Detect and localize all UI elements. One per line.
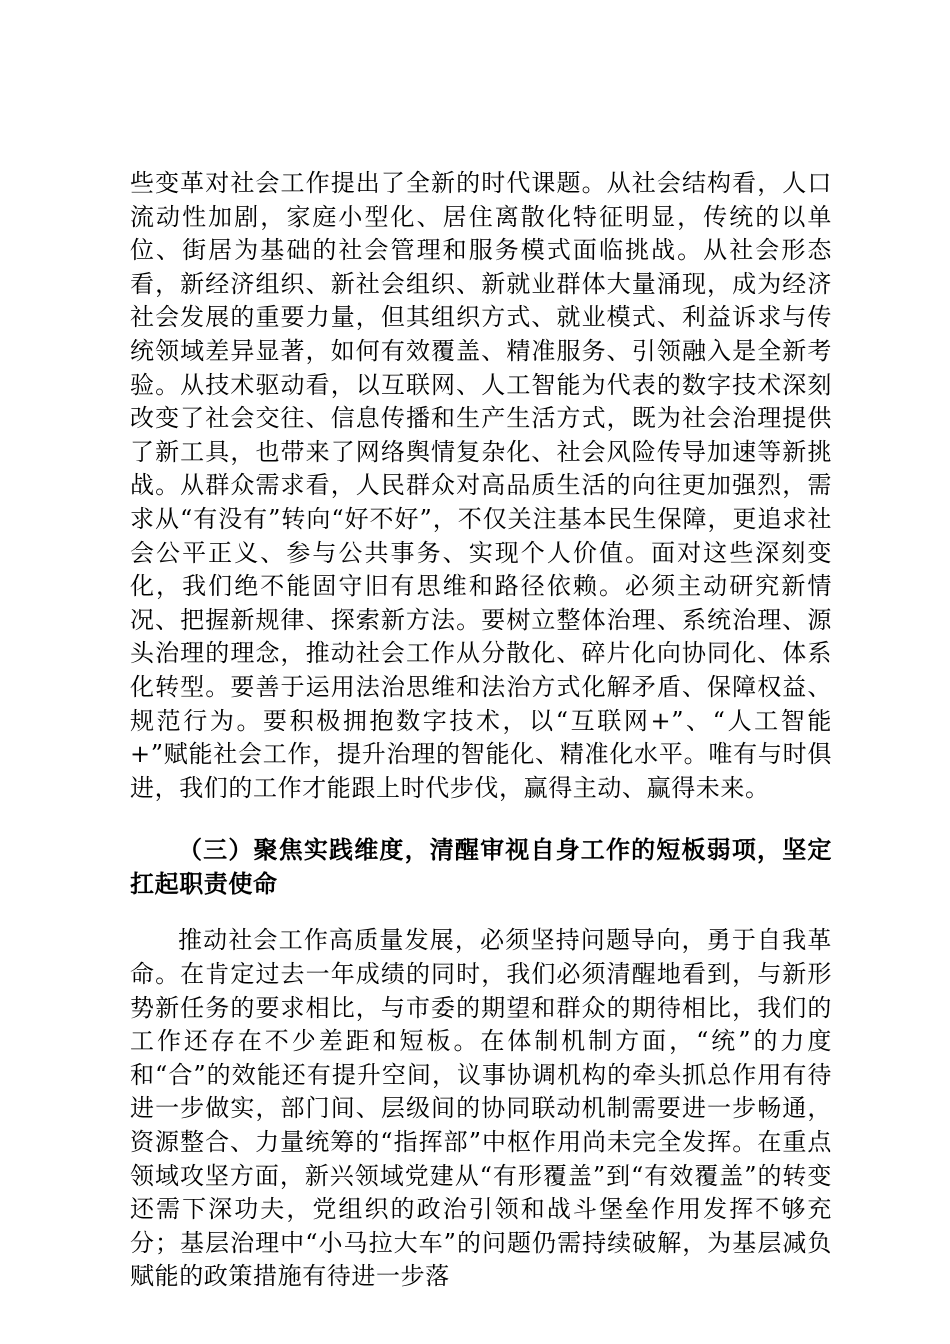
body-paragraph: 推动社会工作高质量发展，必须坚持问题导向，勇于自我革命。在肯定过去一年成绩的同时，我们必须清醒地看到，与新形势新任务的要求相比，与市委的期望和群众的期待相比，我们的工作还存在不少差距和短板。在体制机制方面，“统”的力度和“合”的效能还有提升空间，议事协调机构的牵头抓总作用有待进一步做实，部门间、层级间的协同联动机制需要进一步畅通，资源整合、力量统筹的“指挥部”中枢作用尚未完全发挥。在重点领域攻坚方面，新兴领域党建从“有形覆盖”到“有效覆盖”的转变还需下深功夫，党组织的政治引领和战斗堡垒作用发挥不够充分；基层治理中“小马拉大车”的问题仍需持续破解，为基层减负赋能的政策措施有待进一步落 [130,926,832,1291]
body-paragraph-continued: 些变革对社会工作提出了全新的时代课题。从社会结构看，人口流动性加剧，家庭小型化、居住离散化特征明显，传统的以单位、街居为基础的社会管理和服务模式面临挑战。从社会形态看，新经济组织、新社会组织、新就业群体大量涌现，成为经济社会发展的重要力量，但其组织方式、就业模式、利益诉求与传统领域差异显著，如何有效覆盖、精准服务、引领融入是全新考验。从技术驱动看，以互联网、人工智能为代表的数字技术深刻改变了社会交往、信息传播和生产生活方式，既为社会治理提供了新工具，也带来了网络舆情复杂化、社会风险传导加速等新挑战。从群众需求看，人民群众对高品质生活的向往更加强烈，需求从“有没有”转向“好不好”，不仅关注基本民生保障，更追求社会公平正义、参与公共事务、实现个人价值。面对这些深刻变化，我们绝不能固守旧有思维和路径依赖。必须主动研究新情况、把握新规律、探索新方法。要树立整体治理、系统治理、源头治理的理念，推动社会工作从分散化、碎片化向协同化、体系化转型。要善于运用法治思维和法治方式化解矛盾、保障权益、规范行为。要积极拥抱数字技术，以“互联网+”、“人工智能+”赋能社会工作，提升治理的智能化、精准化水平。唯有与时俱进，我们的工作才能跟上时代步伐，赢得主动、赢得未来。 [130,169,832,802]
section-heading: （三）聚焦实践维度，清醒审视自身工作的短板弱项，坚定扛起职责使命 [130,835,832,898]
document-page [130,167,832,1294]
